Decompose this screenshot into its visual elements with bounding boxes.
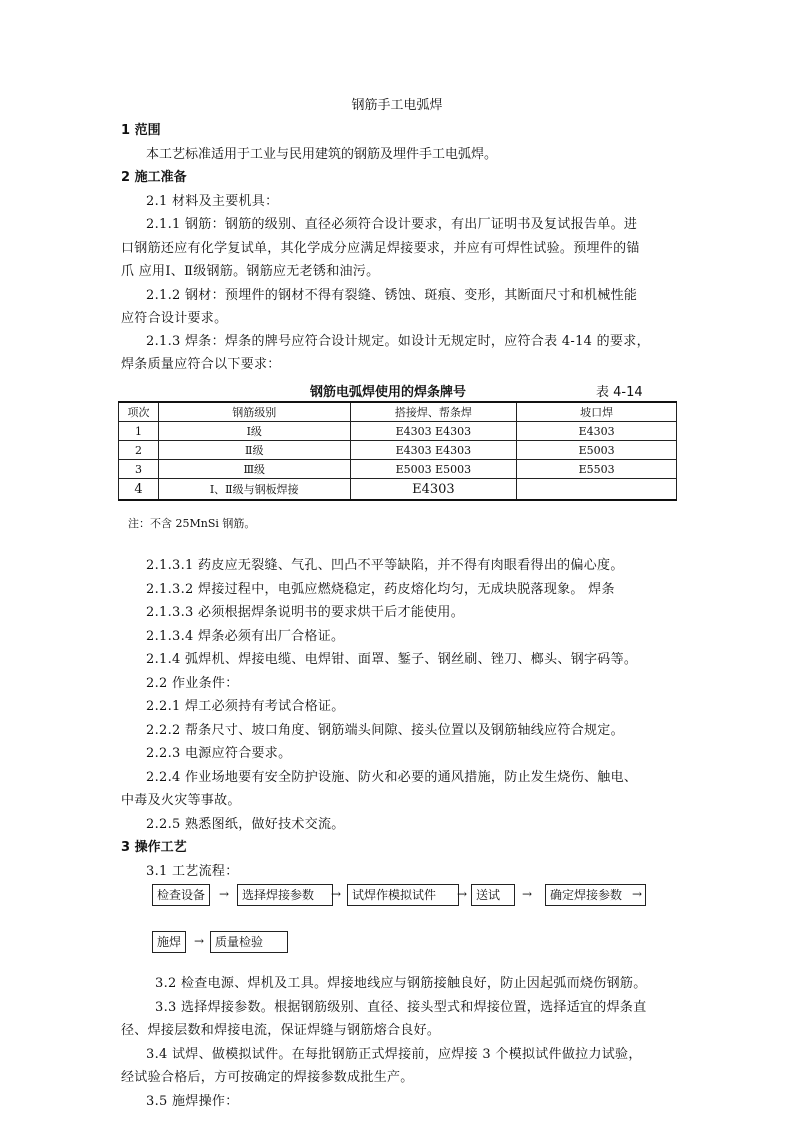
para-2-1-2-line1: 2.1.2 钢材：预埋件的钢材不得有裂缝、锈蚀、斑痕、变形，其断面尺寸和机械性能 xyxy=(146,288,638,303)
flow-arrow-icon: → xyxy=(457,887,468,901)
table-row xyxy=(119,479,677,501)
para-2-1-3-1: 2.1.3.1 药皮应无裂缝、气孔、凹凸不平等缺陷，并不得有肉眼看得出的偏心度。 xyxy=(146,558,624,573)
para-2-1: 2.1 材料及主要机具： xyxy=(146,194,279,209)
table-number: 表 4-14 xyxy=(596,385,643,400)
table-header: 项次 xyxy=(119,402,159,422)
para-2-2-4-line2: 中毒及火灾等事故。 xyxy=(121,793,241,808)
para-2-1-2-line2: 应符合设计要求。 xyxy=(121,311,228,326)
section-2-heading: 2 施工准备 xyxy=(121,170,187,185)
table-cell: E5503 xyxy=(517,460,677,479)
flow-step-welding: 施焊 xyxy=(152,931,186,953)
table-cell: E4303 xyxy=(350,479,517,501)
table-note: 注：不含 25MnSi 钢筋。 xyxy=(128,517,256,530)
table-cell: Ⅰ级 xyxy=(158,422,350,441)
flow-step-select-parameters: 选择焊接参数 xyxy=(237,884,333,906)
flow-step-send-test: 送试 xyxy=(471,884,515,906)
para-3-3-line1: 3.3 选择焊接参数。根据钢筋级别、直径、接头型式和焊接位置，选择适宜的焊条直 xyxy=(155,1000,647,1015)
para-3-4-line2: 经试验合格后，方可按确定的焊接参数成批生产。 xyxy=(121,1070,414,1085)
table-header-row xyxy=(119,402,677,422)
section-1-text: 本工艺标准适用于工业与民用建筑的钢筋及埋件手工电弧焊。 xyxy=(146,147,498,162)
table-cell: E4303 E4303 xyxy=(350,422,517,441)
flow-step-inspect-equipment: 检查设备 xyxy=(152,884,210,906)
flow-arrow-icon: → xyxy=(331,887,342,901)
table-cell: 2 xyxy=(119,441,159,460)
para-2-1-3-line2: 焊条质量应符合以下要求： xyxy=(121,357,281,372)
page-title: 钢筋手工电弧焊 xyxy=(351,98,443,113)
para-3-4-line1: 3.4 试焊、做模拟试件。在每批钢筋正式焊接前，应焊接 3 个模拟试件做拉力试验， xyxy=(146,1047,642,1062)
table-cell: 1 xyxy=(119,422,159,441)
para-2-1-3-3: 2.1.3.3 必须根据焊条说明书的要求烘干后才能使用。 xyxy=(146,605,465,620)
flow-arrow-icon: → xyxy=(194,934,205,948)
table-row xyxy=(119,441,677,460)
flow-arrow-icon: → xyxy=(522,887,533,901)
para-2-1-1-line3: 爪 应用Ⅰ、Ⅱ级钢筋。钢筋应无老锈和油污。 xyxy=(121,264,380,279)
para-2-2-5: 2.2.5 熟悉图纸，做好技术交流。 xyxy=(146,817,345,832)
flow-arrow-icon: → xyxy=(219,887,230,901)
table-header: 搭接焊、帮条焊 xyxy=(350,402,517,422)
para-2-2: 2.2 作业条件： xyxy=(146,676,239,691)
table-cell: 4 xyxy=(119,479,159,501)
table-cell: E5003 E5003 xyxy=(350,460,517,479)
para-3-1: 3.1 工艺流程： xyxy=(146,864,239,879)
para-2-1-4: 2.1.4 弧焊机、焊接电缆、电焊钳、面罩、錾子、钢丝刷、锉刀、榔头、钢字码等。 xyxy=(146,652,638,667)
table-cell: E5003 xyxy=(517,441,677,460)
para-2-1-3-line1: 2.1.3 焊条：焊条的牌号应符合设计规定。如设计无规定时，应符合表 4-14 的要求， xyxy=(146,334,650,349)
electrode-table xyxy=(118,401,677,501)
table-row xyxy=(119,422,677,441)
para-3-3-line2: 径、焊接层数和焊接电流，保证焊缝与钢筋熔合良好。 xyxy=(121,1023,441,1038)
flow-step-quality-inspection: 质量检验 xyxy=(210,931,288,953)
para-2-2-1: 2.2.1 焊工必须持有考试合格证。 xyxy=(146,699,345,714)
para-2-2-3: 2.2.3 电源应符合要求。 xyxy=(146,746,292,761)
flow-step-confirm-parameters: 确定焊接参数 xyxy=(545,884,646,906)
para-2-1-1-line2: 口钢筋还应有化学复试单，其化学成分应满足焊接要求，并应有可焊性试验。预埋件的锚 xyxy=(121,241,640,256)
para-2-1-1-line1: 2.1.1 钢筋：钢筋的级别、直径必须符合设计要求，有出厂证明书及复试报告单。进 xyxy=(146,217,638,232)
para-2-1-3-4: 2.1.3.4 焊条必须有出厂合格证。 xyxy=(146,629,345,644)
table-cell: 3 xyxy=(119,460,159,479)
flow-step-trial-weld: 试焊作模拟试件 xyxy=(347,884,459,906)
para-2-2-2: 2.2.2 帮条尺寸、坡口角度、钢筋端头间隙、接头位置以及钢筋轴线应符合规定。 xyxy=(146,723,624,738)
table-title: 钢筋电弧焊使用的焊条牌号 xyxy=(310,385,467,400)
para-3-5: 3.5 施焊操作： xyxy=(146,1094,239,1109)
table-cell xyxy=(517,479,677,501)
table-cell: E4303 xyxy=(517,422,677,441)
section-3-heading: 3 操作工艺 xyxy=(121,840,187,855)
table-cell: Ⅰ、Ⅱ级与钢板焊接 xyxy=(158,479,350,501)
para-2-2-4-line1: 2.2.4 作业场地要有安全防护设施、防火和必要的通风措施，防止发生烧伤、触电、 xyxy=(146,770,638,785)
section-1-heading: 1 范围 xyxy=(121,123,161,138)
table-row xyxy=(119,460,677,479)
flow-arrow-icon: → xyxy=(632,887,643,901)
para-3-2: 3.2 检查电源、焊机及工具。焊接地线应与钢筋接触良好，防止因起弧而烧伤钢筋。 xyxy=(155,976,647,991)
table-cell: Ⅱ级 xyxy=(158,441,350,460)
table-cell: Ⅲ级 xyxy=(158,460,350,479)
table-cell: E4303 E4303 xyxy=(350,441,517,460)
table-header: 坡口焊 xyxy=(517,402,677,422)
para-2-1-3-2: 2.1.3.2 焊接过程中，电弧应燃烧稳定，药皮熔化均匀，无成块脱落现象。 焊条 xyxy=(146,582,615,597)
table-header: 钢筋级别 xyxy=(158,402,350,422)
